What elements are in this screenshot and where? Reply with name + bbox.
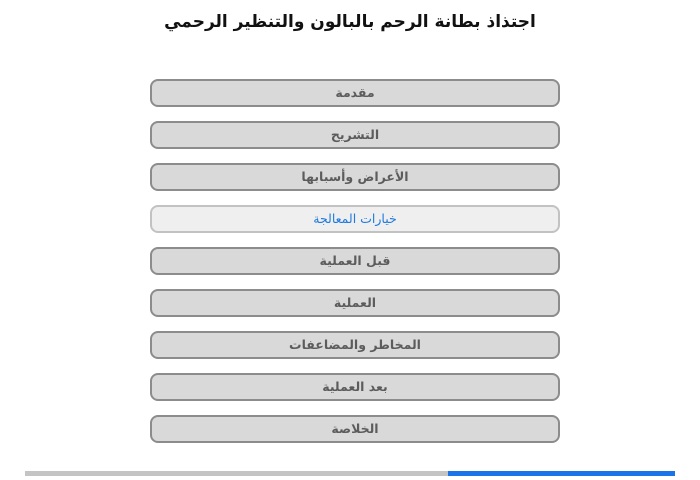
menu-item-label: العملية xyxy=(333,294,377,310)
menu-item-surgery[interactable] xyxy=(150,289,560,317)
menu-item-risks[interactable] xyxy=(150,331,560,359)
progress-bar xyxy=(25,471,675,476)
page-title: اجتذاذ بطانة الرحم بالبالون والتنظير الرحمي xyxy=(164,12,536,32)
menu-item-anatomy[interactable] xyxy=(150,121,560,149)
menu-item-label: مقدمة xyxy=(335,84,375,100)
menu-item-before-surgery[interactable] xyxy=(150,247,560,275)
menu-item-label: بعد العملية xyxy=(322,378,388,394)
progress-bar-fill xyxy=(448,471,676,476)
chapter-menu xyxy=(150,79,560,457)
menu-item-label: الخلاصة xyxy=(331,420,379,436)
menu-item-label: الأعراض وأسبابها xyxy=(301,168,409,184)
menu-item-summary[interactable] xyxy=(150,415,560,443)
menu-item-label: التشريح xyxy=(330,126,380,142)
menu-item-label: المخاطر والمضاعفات xyxy=(289,336,421,352)
menu-item-after-surgery[interactable] xyxy=(150,373,560,401)
menu-item-symptoms[interactable] xyxy=(150,163,560,191)
menu-item-treatment-options[interactable] xyxy=(150,205,560,233)
menu-item-label: خيارات المعالجة xyxy=(313,210,397,226)
menu-item-introduction[interactable] xyxy=(150,79,560,107)
menu-item-label: قبل العملية xyxy=(319,252,391,268)
